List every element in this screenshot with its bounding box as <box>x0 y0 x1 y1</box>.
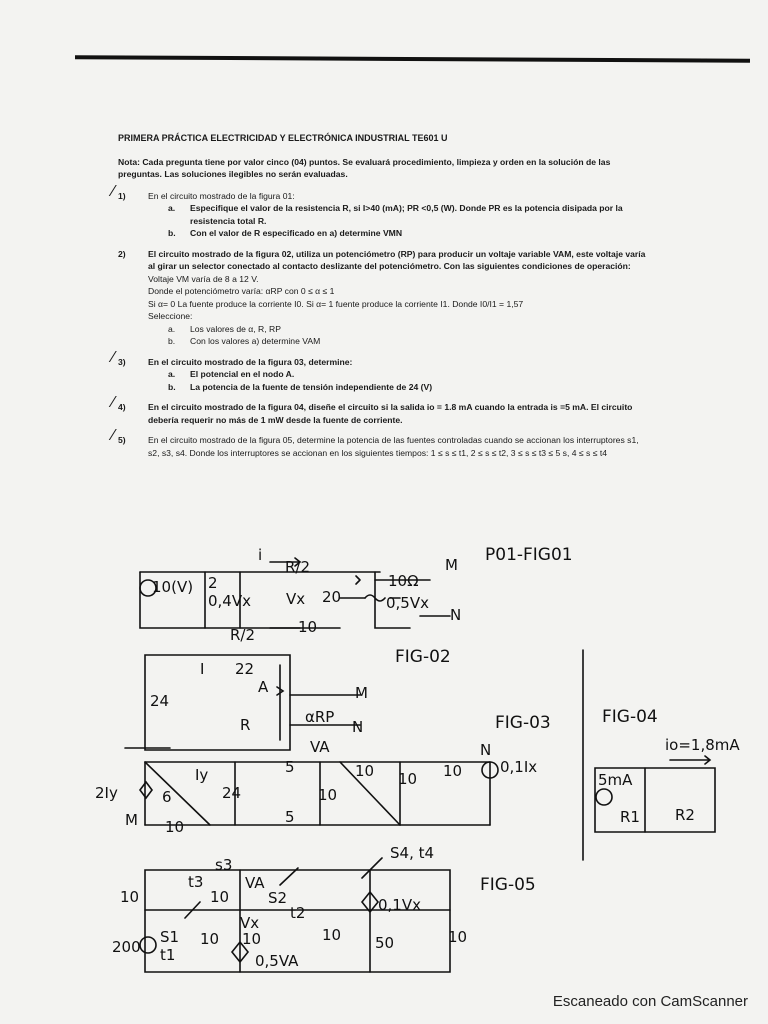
svg-text:20: 20 <box>322 588 342 606</box>
svg-text:A: A <box>258 678 269 696</box>
svg-text:10: 10 <box>200 930 220 948</box>
svg-text:5mA: 5mA <box>598 771 633 789</box>
svg-text:24: 24 <box>222 784 242 802</box>
svg-text:t2: t2 <box>290 904 306 922</box>
figure-01-label: P01-FIG01 <box>485 545 573 565</box>
exam-sheet <box>112 132 646 467</box>
circuit-figures <box>90 540 740 980</box>
check-mark-icon: ⁄ <box>112 182 115 200</box>
svg-text:6: 6 <box>162 788 172 806</box>
exam-note: Nota: Cada pregunta tiene por valor cinco (04) puntos. Se evaluará procedimiento, limpieza y orden en la solución de las preguntas. Las soluciones ilegibles no serán evaluadas. <box>118 156 611 179</box>
svg-text:10: 10 <box>165 818 185 836</box>
svg-text:2: 2 <box>208 574 218 592</box>
svg-text:10: 10 <box>322 926 342 944</box>
svg-text:Vx: Vx <box>286 590 306 608</box>
svg-text:i: i <box>258 546 263 564</box>
svg-text:R: R <box>240 716 251 734</box>
question-text: En el circuito mostrado de la figura 05, determine la potencia de las fuentes controladas cuando se accionan los interruptores s1, s2, s3, s4. Donde los interruptores se accionan en los siguientes tiempos: 1 ≤ s ≤ t1, 2 ≤ s ≤ t2, 3 ≤ s ≤ t3 ≤ 5 s, 4 ≤ s ≤ t4 <box>148 435 639 458</box>
figure-03-label: FIG-03 <box>495 713 551 733</box>
figure-05-label: FIG-05 <box>480 875 536 895</box>
svg-text:10: 10 <box>398 770 418 788</box>
svg-text:R2: R2 <box>675 806 695 824</box>
camscanner-footer: Escaneado con CamScanner <box>552 993 748 1010</box>
svg-text:R/2: R/2 <box>230 626 256 644</box>
svg-text:Iy: Iy <box>195 766 209 784</box>
svg-text:io=1,8mA: io=1,8mA <box>665 736 740 754</box>
exam-title: PRIMERA PRÁCTICA ELECTRICIDAD Y ELECTRÓNICA INDUSTRIAL TE601 U <box>118 133 448 143</box>
svg-text:10: 10 <box>355 762 375 780</box>
svg-text:10: 10 <box>448 928 468 946</box>
figure-04-label: FIG-04 <box>602 707 658 727</box>
svg-text:R/2: R/2 <box>285 558 311 576</box>
svg-text:0,1Ix: 0,1Ix <box>500 758 538 776</box>
svg-text:αRP: αRP <box>305 708 335 726</box>
check-mark-icon: ⁄ <box>112 394 115 411</box>
svg-text:10: 10 <box>120 888 140 906</box>
svg-text:M: M <box>445 556 458 574</box>
question-2: 2) El circuito mostrado de la figura 02, utiliza un potenciómetro (RP) para producir un voltaje variable VAM, este voltaje varía al girar un selector conectado al contacto deslizante del potenciómetro. Con las siguientes condiciones de operación: Voltaje VM varía de 8 a 12 V. Donde el potenciómetro varía: αRP con 0 ≤ α ≤ 1 Si α= 0 La fuente produce la corriente I0. Si α= 1 fuente produce la corriente I1. Donde I0/I1 = 1,57 Seleccione: a. Los valores de α, R, RP b. Con los valores a) determine VAM <box>118 248 646 346</box>
svg-text:S2: S2 <box>268 889 288 907</box>
question-text: En el circuito mostrado de la figura 01: <box>148 190 295 201</box>
svg-text:t3: t3 <box>188 873 204 891</box>
svg-text:200: 200 <box>112 938 141 956</box>
question-text: En el circuito mostrado de la figura 03, determine: <box>148 356 353 367</box>
check-mark-icon: ⁄ <box>112 427 115 444</box>
svg-text:VA: VA <box>245 874 265 892</box>
question-4: ⁄ 4) En el circuito mostrado de la figura 04, diseñe el circuito si la salida io = 1.8 mA cuando la entrada is =5 mA. El circuito debería requerir no más de 1 mW desde la fuente de corriente. <box>118 401 646 426</box>
question-text: El circuito mostrado de la figura 02, utiliza un potenciómetro (RP) para producir un voltaje variable VAM, este voltaje varía al girar un selector conectado al contacto deslizante del potenciómetro. Con las siguientes condiciones de operación: <box>148 248 646 271</box>
svg-text:t1: t1 <box>160 946 176 964</box>
svg-text:M: M <box>125 811 138 829</box>
figure-02-label: FIG-02 <box>395 647 451 667</box>
svg-text:50: 50 <box>375 934 395 952</box>
svg-text:0,5VA: 0,5VA <box>255 952 299 970</box>
svg-text:S1: S1 <box>160 928 180 946</box>
svg-text:24: 24 <box>150 692 170 710</box>
svg-text:5: 5 <box>285 808 295 826</box>
svg-text:N: N <box>352 718 364 736</box>
svg-text:S4, t4: S4, t4 <box>390 844 435 862</box>
svg-text:0,5Vx: 0,5Vx <box>386 594 429 612</box>
question-1: ⁄ 1) En el circuito mostrado de la figura 01: a. Especifique el valor de la resistencia R, si I>40 (mA); PR <0,5 (W). Donde PR es la potencia disipada por la resistencia total R. b. Con el valor de R especificado en a) determine VMN <box>118 190 646 240</box>
svg-text:10Ω: 10Ω <box>388 572 419 590</box>
svg-text:s3: s3 <box>215 856 233 874</box>
svg-text:10: 10 <box>443 762 463 780</box>
svg-text:22: 22 <box>235 660 255 678</box>
svg-text:VA: VA <box>310 738 330 756</box>
svg-text:R1: R1 <box>620 808 640 826</box>
svg-text:10: 10 <box>298 618 318 636</box>
svg-text:Vx: Vx <box>240 914 260 932</box>
svg-text:0,1Vx: 0,1Vx <box>378 896 421 914</box>
svg-text:I: I <box>200 660 205 678</box>
svg-text:N: N <box>480 741 492 759</box>
svg-text:5: 5 <box>285 758 295 776</box>
svg-text:N: N <box>450 606 462 624</box>
svg-text:10: 10 <box>242 930 262 948</box>
question-3: ⁄ 3) En el circuito mostrado de la figura 03, determine: a. El potencial en el nodo A. b. La potencia de la fuente de tensión independiente de 24 (V) <box>118 356 646 394</box>
check-mark-icon: ⁄ <box>112 348 115 366</box>
question-5: ⁄ 5) En el circuito mostrado de la figura 05, determine la potencia de las fuentes controladas cuando se accionan los interruptores s1, s2, s3, s4. Donde los interruptores se accionan en los siguientes tiempos: 1 ≤ s ≤ t1, 2 ≤ s ≤ t2, 3 ≤ s ≤ t3 ≤ 5 s, 4 ≤ s ≤ t4 <box>118 434 646 459</box>
svg-text:2Iy: 2Iy <box>95 784 118 802</box>
svg-text:10(V): 10(V) <box>152 578 194 596</box>
question-text: En el circuito mostrado de la figura 04, diseñe el circuito si la salida io = 1.8 mA cuando la entrada is =5 mA. El circuito debería requerir no más de 1 mW desde la fuente de corriente. <box>148 402 633 425</box>
svg-text:10: 10 <box>210 888 230 906</box>
scan-top-line <box>75 55 750 63</box>
svg-text:M: M <box>355 684 368 702</box>
svg-text:0,4Vx: 0,4Vx <box>208 592 251 610</box>
svg-text:10: 10 <box>318 786 338 804</box>
figure-04 <box>583 650 715 860</box>
